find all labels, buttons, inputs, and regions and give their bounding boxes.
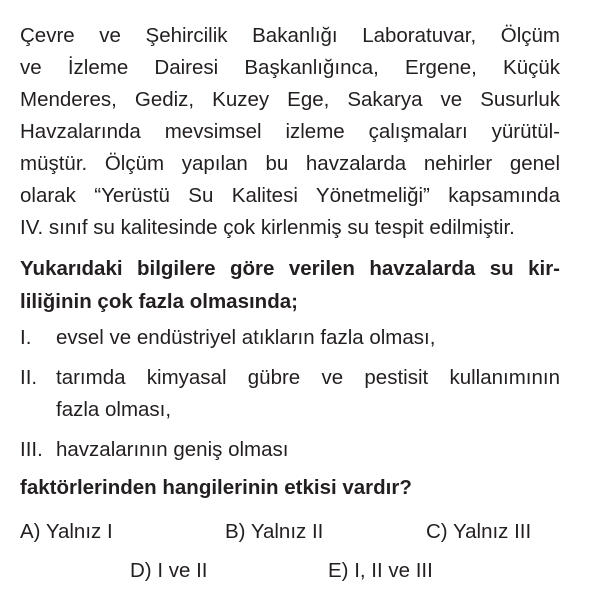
passage-line: Çevre ve Şehircilik Bakanlığı Laboratuvar, Ölçüm xyxy=(20,24,560,47)
statement-number: I. xyxy=(20,326,32,349)
passage xyxy=(20,20,560,244)
question-line: liliğinin çok fazla olmasında; xyxy=(20,290,298,313)
statement-line: fazla olması, xyxy=(56,398,172,421)
statement-text xyxy=(56,362,560,426)
passage-line: Menderes, Gediz, Kuzey Ege, Sakarya ve Susurluk xyxy=(20,88,560,111)
answer-option-c[interactable]: C) Yalnız III xyxy=(426,520,532,543)
statement-line: evsel ve endüstriyel atıkların fazla olması, xyxy=(56,326,436,349)
statement-line: tarımda kimyasal gübre ve pestisit kullanımının xyxy=(56,366,560,389)
passage-line: müştür. Ölçüm yapılan bu havzalarda nehirler genel xyxy=(20,152,560,175)
passage-line: olarak “Yerüstü Su Kalitesi Yönetmeliği” kapsamında xyxy=(20,184,560,207)
question-stem xyxy=(20,252,560,318)
answer-option-b[interactable]: B) Yalnız II xyxy=(225,520,324,543)
statement-text xyxy=(56,322,560,354)
answer-option-a[interactable]: A) Yalnız I xyxy=(20,520,113,543)
statement-text xyxy=(56,434,560,466)
statement-item xyxy=(20,322,560,354)
statement-item xyxy=(20,434,560,466)
statement-line: havzalarının geniş olması xyxy=(56,438,289,461)
statement-number: III. xyxy=(20,438,43,461)
answer-option-d[interactable]: D) I ve II xyxy=(130,559,208,582)
statement-number: II. xyxy=(20,366,38,389)
passage-line: ve İzleme Dairesi Başkanlığınca, Ergene, Küçük xyxy=(20,56,560,79)
passage-line: Havzalarında mevsimsel izleme çalışmaları yürütül- xyxy=(20,120,560,143)
statement-item xyxy=(20,362,560,426)
passage-line: IV. sınıf su kalitesinde çok kirlenmiş su tespit edilmiştir. xyxy=(20,216,515,239)
statement-list xyxy=(20,322,560,466)
answer-option-e[interactable]: E) I, II ve III xyxy=(328,559,433,582)
question-closing: faktörlerinden hangilerinin etkisi vardır? xyxy=(20,476,412,499)
question-line: Yukarıdaki bilgilere göre verilen havzalarda su kir- xyxy=(20,257,560,280)
